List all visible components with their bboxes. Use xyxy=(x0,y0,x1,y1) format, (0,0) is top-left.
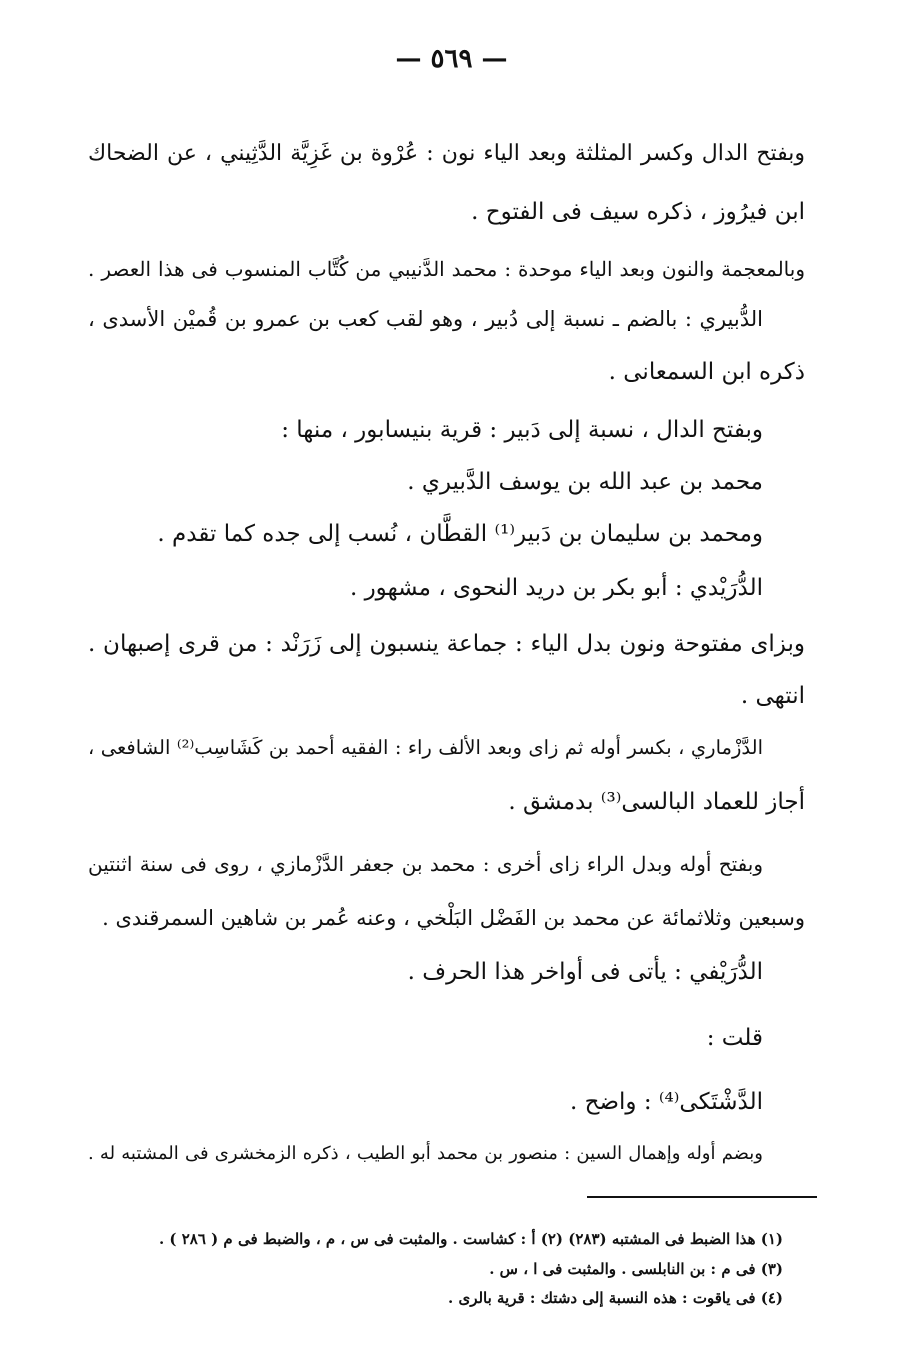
text-line: الدُّرَيْدي : أبو بكر بن دريد النحوى ، مشهور . xyxy=(349,575,763,601)
text-line: وبزاى مفتوحة ونون بدل الياء : جماعة ينسبون إلى زَرَنْد : من قرى إصبهان . xyxy=(88,631,805,657)
text-line: الدَّشْتَكى⁽⁴⁾ : واضح . xyxy=(570,1089,763,1115)
text-line: انتهى . xyxy=(740,683,805,709)
text-line: الدُّبيري : بالضم ـ نسبة إلى دُبير ، وهو لقب كعب بن عمرو بن قُميْن الأسدى ، xyxy=(88,307,763,331)
footnote-separator xyxy=(587,1196,817,1198)
text-line: ومحمد بن سليمان بن دَبير⁽¹⁾ القطَّان ، نُسب إلى جده كما تقدم . xyxy=(157,521,763,547)
text-line: ابن فيرُوز ، ذكره سيف فى الفتوح . xyxy=(471,199,805,225)
text-line: الدُّرَيْفي : يأتى فى أواخر هذا الحرف . xyxy=(407,959,763,985)
text-line: وبفتح الدال ، نسبة إلى دَبير : قرية بنيسابور ، منها : xyxy=(281,417,763,443)
text-line: وبفتح الدال وكسر المثلثة وبعد الياء نون : عُرْوة بن غَزِيَّة الدَّثِيني ، عن الضحاك xyxy=(88,141,805,166)
footnote: (٣) فى م : بن النابلسى . والمثبت فى ا ، س . xyxy=(489,1260,783,1278)
footnote: (١) هذا الضبط فى المشتبه (٢٨٣) (٢) أ : كشاست . والمثبت فى س ، م ، والضبط فى م ( ٢٨٦ ) . xyxy=(158,1230,783,1248)
text-line: محمد بن عبد الله بن يوسف الدَّبيري . xyxy=(407,469,763,495)
text-line: وبفتح أوله وبدل الراء زاى أخرى : محمد بن جعفر الدَّزْمازي ، روى فى سنة اثنتين xyxy=(88,852,763,876)
text-line: الدَّزْماري ، بكسر أوله ثم زاى وبعد الألف راء : الفقيه أحمد بن كَشَاسِب⁽²⁾ الشافعى ، xyxy=(88,736,763,759)
text-line: أجاز للعماد البالسى⁽³⁾ بدمشق . xyxy=(508,789,805,815)
text-line: قلت : xyxy=(706,1025,763,1051)
text-line: وبالمعجمة والنون وبعد الياء موحدة : محمد الدَّنيبي من كُتَّاب المنسوب فى هذا العصر . xyxy=(88,257,805,281)
text-line: ذكره ابن السمعانى . xyxy=(608,359,805,385)
text-line: وسبعين وثلاثمائة عن محمد بن الفَضْل البَلْخي ، وعنه عُمر بن شاهين السمرقندى . xyxy=(102,906,805,930)
footnote: (٤) فى ياقوت : هذه النسبة إلى دشتك : قرية بالرى . xyxy=(448,1289,783,1307)
page-number: — ٥٦٩ — xyxy=(395,44,508,74)
text-line: وبضم أوله وإهمال السين : منصور بن محمد أبو الطيب ، ذكره الزمخشرى فى المشتبه له . xyxy=(88,1143,763,1164)
